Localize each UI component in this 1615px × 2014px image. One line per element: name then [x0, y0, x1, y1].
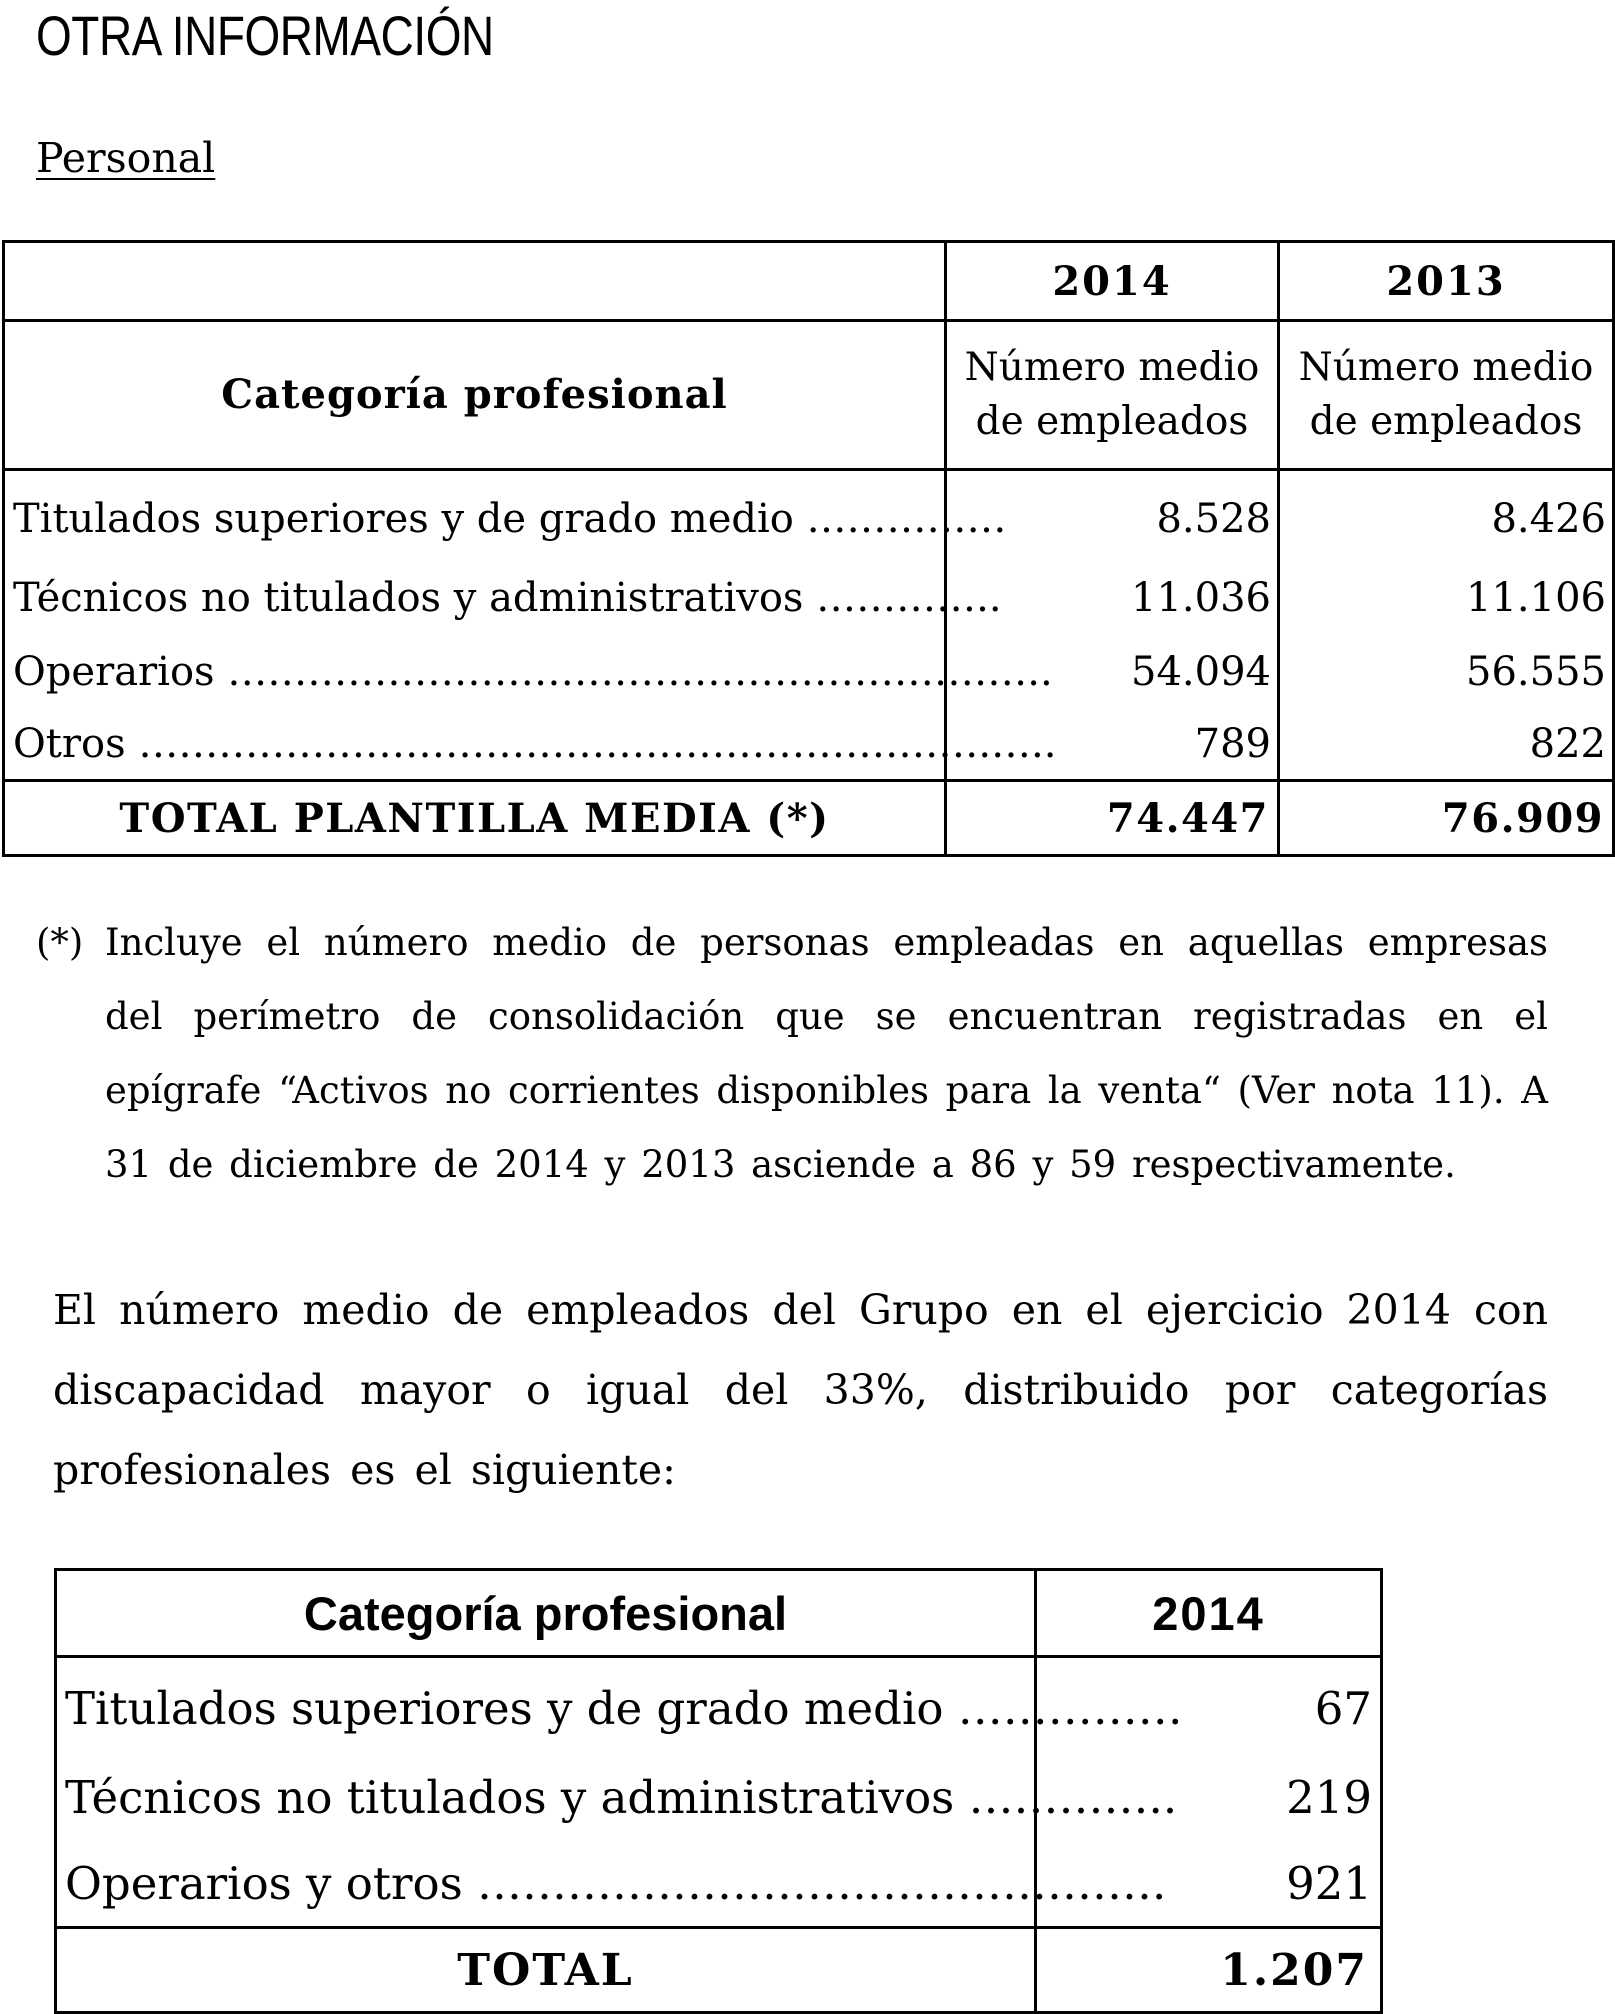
table-row [4, 470, 1614, 562]
value-2014: 8.528 [946, 470, 1279, 562]
year-2013-header: 2013 [1279, 242, 1614, 321]
year-2014-header: 2014 [946, 242, 1279, 321]
table-row [4, 561, 1614, 635]
table-row [56, 1840, 1382, 1928]
footnote [36, 906, 1548, 1202]
value-2013: 8.426 [1279, 470, 1614, 562]
value-2014: 11.036 [946, 561, 1279, 635]
row-label: Operarios y otros ………………………………………. [56, 1840, 1036, 1928]
total-2014: 74.447 [946, 781, 1279, 856]
measure-label-line2: de empleados [975, 399, 1249, 444]
row-label: Titulados superiores y de grado medio …………… [4, 470, 946, 562]
value-2014: 54.094 [946, 635, 1279, 709]
category-header: Categoría profesional [4, 321, 946, 470]
value-2013: 11.106 [1279, 561, 1614, 635]
total-label: TOTAL PLANTILLA MEDIA (*) [4, 781, 946, 856]
measure-label-line1: Número medio [964, 345, 1260, 390]
page-title: OTRA INFORMACIÓN [36, 4, 494, 67]
row-label: Titulados superiores y de grado medio …………… [56, 1657, 1036, 1755]
empty-header-cell [4, 242, 946, 321]
year-2014-header: 2014 [1036, 1570, 1382, 1657]
table-row [4, 635, 1614, 709]
year-header-row [4, 242, 1614, 321]
row-value: 921 [1036, 1840, 1382, 1928]
section-heading-personal: Personal [36, 134, 216, 182]
measure-label-line2: de empleados [1309, 399, 1583, 444]
row-value: 67 [1036, 1657, 1382, 1755]
row-value: 219 [1036, 1754, 1382, 1840]
measure-header-2013 [1279, 321, 1614, 470]
value-2013: 56.555 [1279, 635, 1614, 709]
header-row [56, 1570, 1382, 1657]
value-2014: 789 [946, 709, 1279, 781]
table-row [56, 1657, 1382, 1755]
row-label: Otros ……………………………………………………….….. [4, 709, 946, 781]
disability-paragraph: El número medio de empleados del Grupo en el ejercicio 2014 con discapacidad mayor o igual del 33%, distribuido por categorías profesionales es el siguiente: [53, 1286, 1548, 1494]
measure-label-line1: Número medio [1298, 345, 1594, 390]
average-staff-table [2, 240, 1615, 857]
table-row [56, 1754, 1382, 1840]
total-row [56, 1928, 1382, 2013]
disability-staff-table [54, 1568, 1383, 2014]
total-2013: 76.909 [1279, 781, 1614, 856]
subheader-row [4, 321, 1614, 470]
total-value: 1.207 [1036, 1928, 1382, 2013]
category-header: Categoría profesional [56, 1570, 1036, 1657]
row-label: Técnicos no titulados y administrativos ………….. [56, 1754, 1036, 1840]
row-label: Técnicos no titulados y administrativos ………….. [4, 561, 946, 635]
table-row [4, 709, 1614, 781]
row-label: Operarios …………………………………………………….. [4, 635, 946, 709]
value-2013: 822 [1279, 709, 1614, 781]
total-row [4, 781, 1614, 856]
footnote-text: Incluye el número medio de personas empleadas en aquellas empresas del perímetro de consolidación que se encuentran registradas en el epígrafe “Activos no corrientes disponibles para la venta“ (Ver nota 11). A 31 de diciembre de 2014 y 2013 asciende a 86 y 59 respectivamente. [105, 921, 1548, 1186]
footnote-marker: (*) [36, 921, 84, 964]
total-label: TOTAL [56, 1928, 1036, 2013]
measure-header-2014 [946, 321, 1279, 470]
